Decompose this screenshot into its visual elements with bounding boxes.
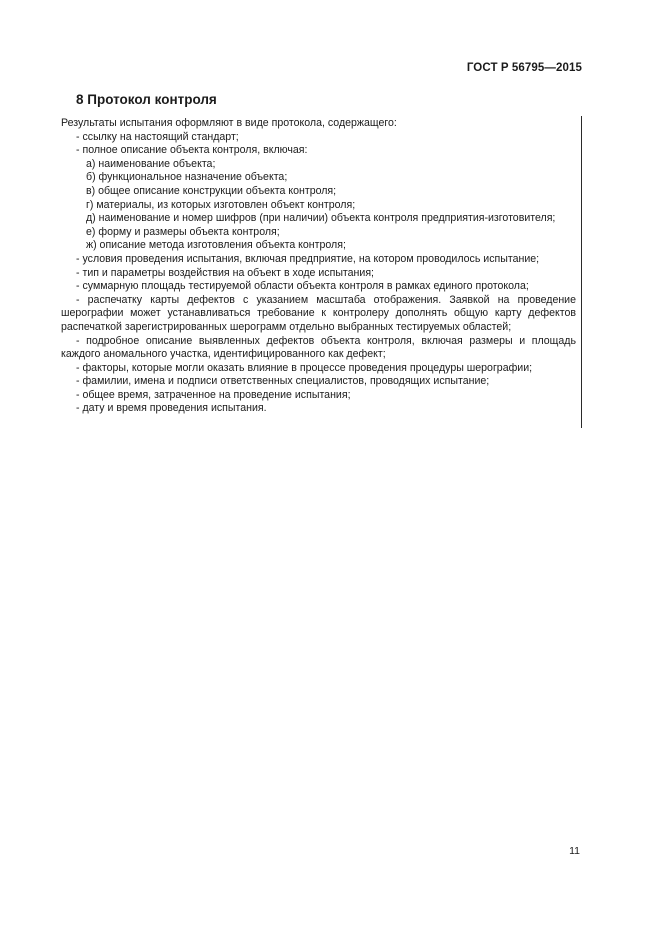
sub-list-item: б) функциональное назначение объекта; <box>86 171 288 184</box>
list-item: - факторы, которые могли оказать влияние в процессе проведения процедуры шерографии; <box>76 361 533 374</box>
list-item: - условия проведения испытания, включая предприятие, на котором проводилось испытание; <box>76 252 540 265</box>
sub-list-item: в) общее описание конструкции объекта контроля; <box>86 184 337 197</box>
page-number: 11 <box>569 845 580 857</box>
document-body <box>61 117 576 416</box>
section-title: 8 Протокол контроля <box>76 92 217 107</box>
list-item: - общее время, затраченное на проведение испытания; <box>76 388 351 401</box>
list-item: - тип и параметры воздействия на объект в ходе испытания; <box>76 266 375 279</box>
list-item: - полное описание объекта контроля, включая: <box>76 144 308 157</box>
change-bar <box>581 116 582 428</box>
sub-list-item: а) наименование объекта; <box>86 157 216 170</box>
sub-list-item: е) форму и размеры объекта контроля; <box>86 225 280 238</box>
list-item: - ссылку на настоящий стандарт; <box>76 130 239 143</box>
list-item: - фамилии, имена и подписи ответственных специалистов, проводящих испытание; <box>76 375 490 388</box>
sub-list-item: д) наименование и номер шифров (при наличии) объекта контроля предприятия-изготовителя; <box>86 212 556 225</box>
sub-list-item: ж) описание метода изготовления объекта контроля; <box>86 239 346 252</box>
list-item: - подробное описание выявленных дефектов объекта контроля, включая размеры и площадь каждого аномального участка, идентифицированного как дефект; <box>61 334 576 361</box>
list-item: - суммарную площадь тестируемой области объекта контроля в рамках единого протокола; <box>76 280 529 293</box>
intro-paragraph: Результаты испытания оформляют в виде протокола, содержащего: <box>61 117 397 129</box>
sub-list-item: г) материалы, из которых изготовлен объект контроля; <box>86 198 356 211</box>
list-item: - распечатку карты дефектов с указанием масштаба отображения. Заявкой на проведение шерографии может устанавливаться требование к контролеру дополнять общую карту дефектов распечаткой зарегистрированных шерограмм отдельно выбранных тестируемых областей; <box>61 293 576 333</box>
document-code: ГОСТ Р 56795—2015 <box>466 62 582 74</box>
list-item: - дату и время проведения испытания. <box>76 402 267 415</box>
